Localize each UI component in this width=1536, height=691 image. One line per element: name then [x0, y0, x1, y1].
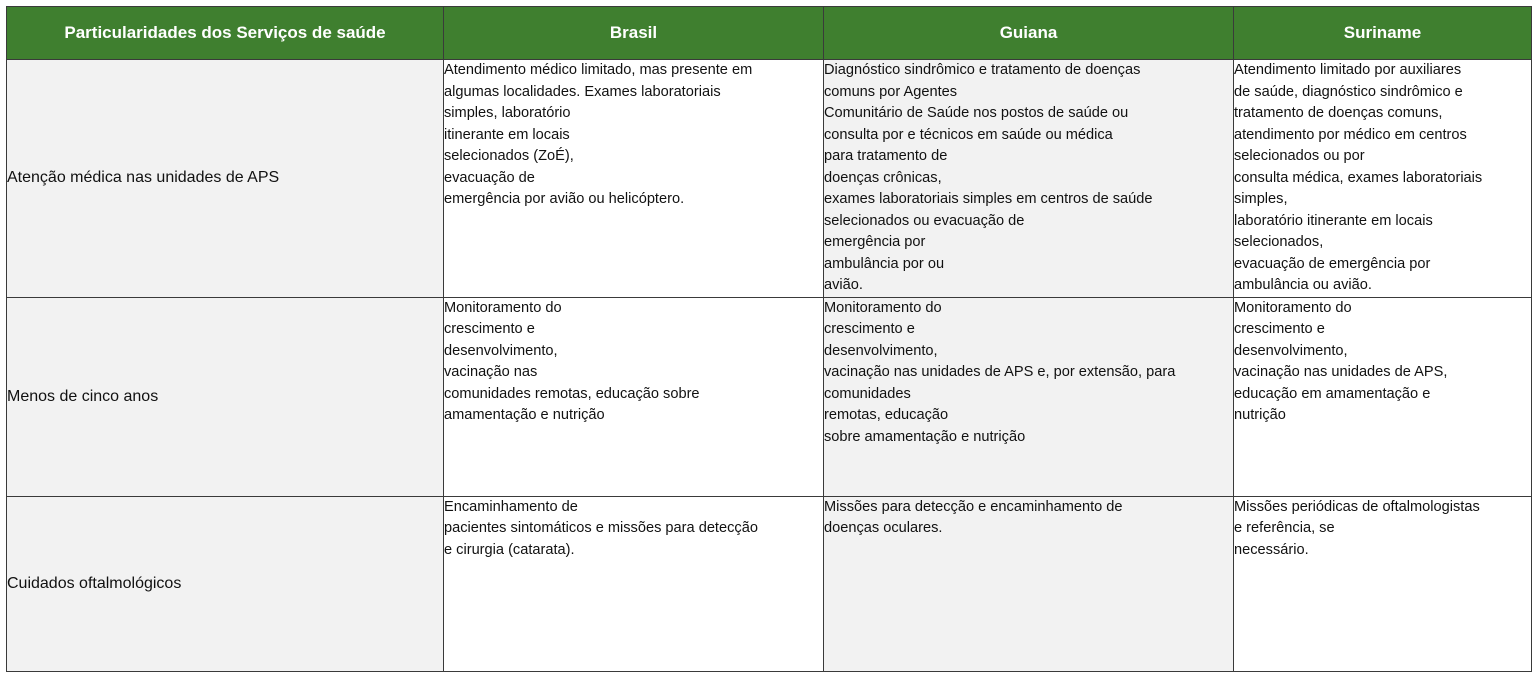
cell-text-line: e referência, se — [1234, 520, 1335, 536]
cell-text-line: algumas localidades. Exames laboratoriais — [444, 83, 721, 100]
cell-text-line: evacuação de emergência por — [1234, 255, 1431, 272]
cell-text-line: remotas, educação — [824, 407, 949, 423]
row-label-menos-de-cinco-anos: Menos de cinco anos — [7, 297, 444, 496]
cell-brasil — [444, 297, 824, 496]
header-row — [7, 7, 1532, 60]
header-brasil: Brasil — [444, 7, 824, 60]
cell-text-line: Monitoramento do — [824, 299, 942, 316]
cell-suriname — [1234, 60, 1532, 298]
table-row — [7, 297, 1532, 496]
cell-text-line: emergência por avião ou helicóptero. — [444, 191, 685, 207]
cell-text-line: consulta médica, exames laboratoriais — [1234, 169, 1483, 186]
cell-text-line: simples, laboratório — [444, 105, 571, 121]
cell-text-line: Atendimento médico limitado, mas presente em — [444, 62, 753, 78]
cell-text-line: Diagnóstico sindrômico e tratamento de doenças — [824, 62, 1141, 78]
table-row — [7, 496, 1532, 671]
cell-text-line: selecionados, — [1234, 234, 1324, 250]
cell-text-line: sobre amamentação e nutrição — [824, 428, 1026, 445]
cell-text-line: nutrição — [1234, 407, 1286, 423]
header-suriname: Suriname — [1234, 7, 1532, 60]
health-services-table — [6, 6, 1532, 672]
row-label-cuidados-oftalmologicos: Cuidados oftalmológicos — [7, 496, 444, 671]
cell-text-line: atendimento por médico em centros — [1234, 126, 1467, 143]
cell-text-line: tratamento de doenças comuns, — [1234, 105, 1443, 121]
cell-text-line: comuns por Agentes — [824, 83, 958, 100]
cell-text-line: selecionados (ZoÉ), — [444, 148, 574, 164]
cell-brasil — [444, 60, 824, 298]
header-guiana: Guiana — [824, 7, 1234, 60]
cell-text-line: vacinação nas — [444, 364, 538, 380]
cell-guiana — [824, 297, 1234, 496]
cell-text-line: emergência por — [824, 234, 926, 250]
cell-brasil — [444, 496, 824, 671]
cell-text-line: Atendimento limitado por auxiliares — [1234, 62, 1462, 78]
cell-text-line: amamentação e nutrição — [444, 407, 605, 423]
row-label-atencao-medica: Atenção médica nas unidades de APS — [7, 60, 444, 298]
table-row — [7, 60, 1532, 298]
cell-text-line: selecionados ou por — [1234, 148, 1365, 164]
header-particularidades: Particularidades dos Serviços de saúde — [7, 7, 444, 60]
cell-text-line: Comunitário de Saúde nos postos de saúde ou — [824, 105, 1129, 121]
cell-text-line: pacientes sintomáticos e missões para detecção — [444, 520, 758, 536]
cell-suriname — [1234, 297, 1532, 496]
cell-text-line: comunidades — [824, 385, 911, 402]
cell-text-line: selecionados ou evacuação de — [824, 212, 1025, 229]
cell-text-line: vacinação nas unidades de APS e, por extensão, para — [824, 364, 1176, 380]
cell-text-line: necessário. — [1234, 541, 1309, 558]
cell-text-line: e cirurgia (catarata). — [444, 541, 575, 558]
cell-text-line: vacinação nas unidades de APS, — [1234, 364, 1448, 380]
cell-text-line: desenvolvimento, — [1234, 342, 1348, 359]
cell-text-line: educação em amamentação e — [1234, 385, 1431, 402]
cell-text-line: Missões para detecção e encaminhamento de — [824, 498, 1123, 515]
cell-text-line: crescimento e — [444, 321, 535, 337]
cell-text-line: itinerante em locais — [444, 126, 570, 143]
cell-text-line: Monitoramento do — [444, 299, 562, 316]
cell-text-line: doenças crônicas, — [824, 169, 942, 186]
cell-text-line: avião. — [824, 277, 863, 293]
cell-text-line: Encaminhamento de — [444, 498, 578, 515]
cell-text-line: evacuação de — [444, 169, 535, 186]
cell-guiana — [824, 496, 1234, 671]
cell-text-line: consulta por e técnicos em saúde ou médica — [824, 126, 1113, 143]
cell-text-line: crescimento e — [824, 321, 915, 337]
cell-text-line: simples, — [1234, 191, 1288, 207]
cell-guiana — [824, 60, 1234, 298]
cell-text-line: de saúde, diagnóstico sindrômico e — [1234, 83, 1463, 100]
cell-text-line: Monitoramento do — [1234, 299, 1352, 316]
cell-text-line: comunidades remotas, educação sobre — [444, 385, 700, 402]
cell-text-line: desenvolvimento, — [824, 342, 938, 359]
cell-text-line: ambulância ou avião. — [1234, 277, 1372, 293]
cell-text-line: laboratório itinerante em locais — [1234, 212, 1433, 229]
cell-text-line: desenvolvimento, — [444, 342, 558, 359]
cell-suriname — [1234, 496, 1532, 671]
cell-text-line: exames laboratoriais simples em centros de saúde — [824, 191, 1153, 207]
cell-text-line: doenças oculares. — [824, 520, 943, 536]
cell-text-line: para tratamento de — [824, 148, 948, 164]
cell-text-line: crescimento e — [1234, 321, 1325, 337]
cell-text-line: ambulância por ou — [824, 255, 945, 272]
cell-text-line: Missões periódicas de oftalmologistas — [1234, 498, 1480, 515]
